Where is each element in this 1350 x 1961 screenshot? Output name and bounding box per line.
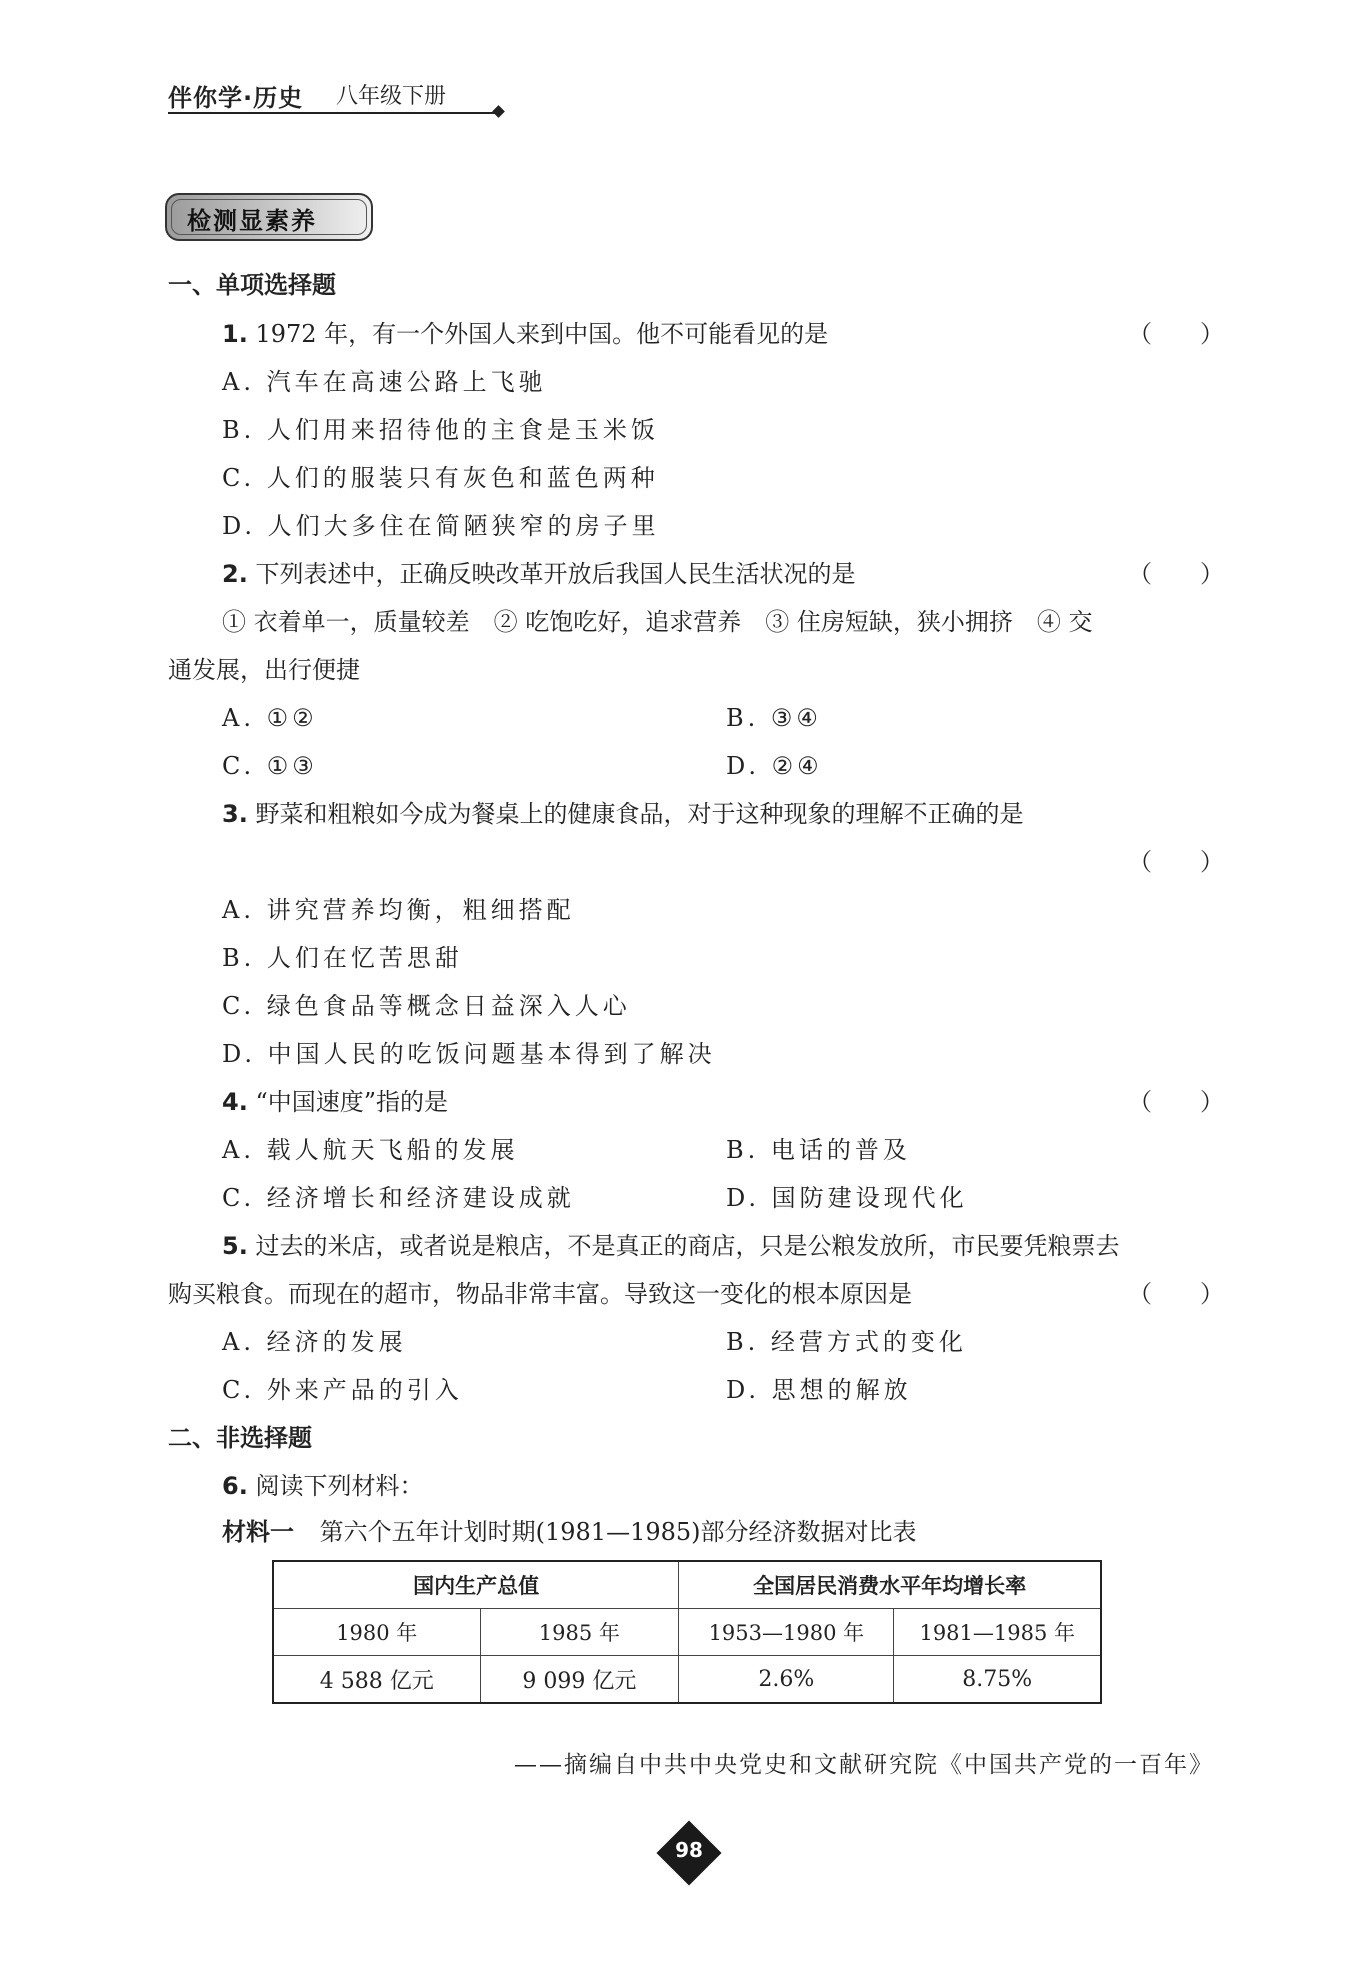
q2-option-b[interactable]: B. ③④	[726, 704, 822, 732]
table-cell: 1980 年	[273, 1609, 480, 1656]
q2-items-line1: ① 衣着单一，质量较差 ② 吃饱吃好，追求营养 ③ 住房短缺，狭小拥挤 ④ 交	[222, 608, 1093, 636]
q3-option-a[interactable]: A. 讲究营养均衡，粗细搭配	[222, 896, 575, 924]
table-cell: 1985 年	[480, 1609, 679, 1656]
question-4-stem	[222, 1085, 448, 1119]
page-number: 98	[675, 1838, 703, 1862]
q4-option-c[interactable]: C. 经济增长和经济建设成就	[222, 1184, 575, 1212]
table-header-row	[273, 1561, 1101, 1609]
answer-blank[interactable]: （ ）	[1128, 1280, 1224, 1308]
q4-option-a[interactable]: A. 载人航天飞船的发展	[222, 1136, 519, 1164]
answer-blank[interactable]: （ ）	[1128, 1088, 1224, 1116]
question-number: 1.	[222, 320, 248, 348]
q4-option-d[interactable]: D. 国防建设现代化	[726, 1184, 968, 1212]
q3-option-b[interactable]: B. 人们在忆苦思甜	[222, 944, 463, 972]
q1-option-c[interactable]: C. 人们的服装只有灰色和蓝色两种	[222, 464, 659, 492]
material-heading	[222, 1515, 917, 1549]
q4-option-b[interactable]: B. 电话的普及	[726, 1136, 911, 1164]
answer-blank[interactable]: （ ）	[1128, 560, 1224, 588]
question-text: 下列表述中，正确反映改革开放后我国人民生活状况的是	[255, 560, 856, 588]
book-title: 伴你学·历史	[168, 84, 304, 112]
q5-option-b[interactable]: B. 经营方式的变化	[726, 1328, 967, 1356]
q3-option-d[interactable]: D. 中国人民的吃饭问题基本得到了解决	[222, 1040, 716, 1068]
question-text: 过去的米店，或者说是粮店，不是真正的商店，只是公粮发放所，市民要凭粮票去	[255, 1232, 1120, 1260]
q2-option-c[interactable]: C. ①③	[222, 752, 318, 780]
header-rule	[168, 112, 498, 114]
question-text: 1972 年，有一个外国人来到中国。他不可能看见的是	[255, 320, 829, 348]
question-5-stem-cont: 购买粮食。而现在的超市，物品非常丰富。导致这一变化的根本原因是	[168, 1280, 912, 1308]
table-header-gdp: 国内生产总值	[273, 1561, 679, 1609]
q5-option-a[interactable]: A. 经济的发展	[222, 1328, 407, 1356]
grade-label: 八年级下册	[336, 84, 447, 109]
question-3-stem	[222, 797, 1023, 831]
question-text: 野菜和粗粮如今成为餐桌上的健康食品，对于这种现象的理解不正确的是	[255, 800, 1024, 828]
question-2-stem	[222, 557, 855, 591]
running-header	[168, 78, 508, 114]
q1-option-a[interactable]: A. 汽车在高速公路上飞驰	[222, 368, 547, 396]
question-text: “中国速度”指的是	[255, 1088, 449, 1116]
table-cell: 8.75%	[894, 1656, 1101, 1704]
source-citation: ——摘编自中共中央党史和文献研究院《中国共产党的一百年》	[514, 1752, 1214, 1778]
q3-option-c[interactable]: C. 绿色食品等概念日益深入人心	[222, 992, 631, 1020]
q5-option-c[interactable]: C. 外来产品的引入	[222, 1376, 463, 1404]
q1-option-b[interactable]: B. 人们用来招待他的主食是玉米饭	[222, 416, 659, 444]
q1-option-d[interactable]: D. 人们大多住在简陋狭窄的房子里	[222, 512, 660, 540]
question-text: 阅读下列材料：	[255, 1472, 424, 1500]
section-badge	[165, 193, 373, 241]
q5-option-d[interactable]: D. 思想的解放	[726, 1376, 912, 1404]
question-number: 2.	[222, 560, 248, 588]
q2-option-a[interactable]: A. ①②	[222, 704, 318, 732]
q2-items-line2: 通发展，出行便捷	[168, 656, 360, 684]
section-heading-choice: 一、单项选择题	[168, 271, 336, 299]
question-6-stem	[222, 1469, 423, 1503]
question-number: 3.	[222, 800, 248, 828]
question-number: 6.	[222, 1472, 248, 1500]
question-1-stem	[222, 317, 828, 351]
answer-blank[interactable]: （ ）	[1128, 848, 1224, 876]
question-5-stem	[222, 1229, 1119, 1263]
answer-blank[interactable]: （ ）	[1128, 320, 1224, 348]
table-cell: 1981—1985 年	[894, 1609, 1101, 1656]
diamond-icon	[492, 105, 505, 118]
economic-data-table	[272, 1560, 1102, 1704]
table-cell: 9 099 亿元	[480, 1656, 679, 1704]
table-cell: 1953—1980 年	[679, 1609, 894, 1656]
table-header-consumption: 全国居民消费水平年均增长率	[679, 1561, 1101, 1609]
table-row	[273, 1609, 1101, 1656]
table-cell: 4 588 亿元	[273, 1656, 480, 1704]
section-heading-non-choice: 二、非选择题	[168, 1424, 312, 1452]
material-label: 材料一	[222, 1518, 294, 1546]
question-number: 4.	[222, 1088, 248, 1116]
table-cell: 2.6%	[679, 1656, 894, 1704]
question-number: 5.	[222, 1232, 248, 1260]
material-title: 第六个五年计划时期(1981—1985)部分经济数据对比表	[319, 1518, 917, 1546]
q2-option-d[interactable]: D. ②④	[726, 752, 823, 780]
badge-label: 检测显素养	[187, 207, 317, 235]
table-row	[273, 1656, 1101, 1704]
